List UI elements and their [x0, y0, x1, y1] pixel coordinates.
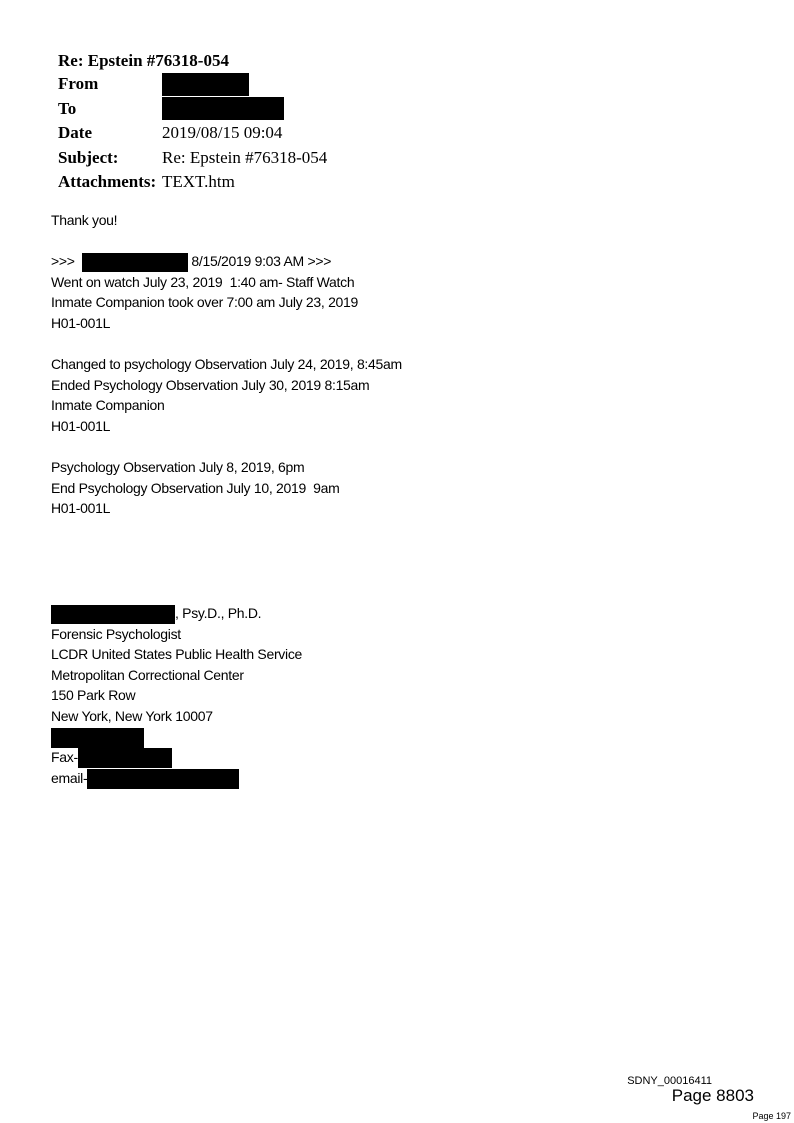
signature-rank: LCDR United States Public Health Service	[51, 646, 303, 663]
date-row	[58, 121, 327, 146]
from-redaction	[162, 73, 249, 96]
body-line: Psychology Observation July 8, 2019, 6pm	[51, 459, 305, 476]
body-line: End Psychology Observation July 10, 2019 9am	[51, 479, 340, 496]
name-redaction	[51, 605, 175, 624]
body-line: Inmate Companion took over 7:00 am July 23, 2019	[51, 294, 359, 311]
signature-address: 150 Park Row	[51, 687, 136, 704]
from-label: From	[58, 74, 99, 94]
signature-city: New York, New York 10007	[51, 707, 213, 724]
credentials: , Psy.D., Ph.D.	[175, 605, 262, 621]
subject-value: Re: Epstein #76318-054	[162, 147, 328, 167]
to-redaction	[162, 97, 284, 120]
date-label: Date	[58, 123, 92, 143]
page-number: Page 8803	[671, 1086, 754, 1105]
signature-org: Metropolitan Correctional Center	[51, 666, 244, 683]
email-label: email-	[51, 769, 88, 786]
subject-label: Subject:	[58, 147, 119, 167]
quote-header	[51, 251, 402, 272]
body-line: Inmate Companion	[51, 397, 165, 414]
attachments-label: Attachments:	[58, 172, 157, 192]
body-line: H01-001L	[51, 314, 111, 331]
body-line: H01-001L	[51, 417, 111, 434]
subject-row	[58, 146, 327, 171]
signature-block	[51, 603, 302, 788]
email-line	[51, 768, 302, 789]
signature-title: Forensic Psychologist	[51, 625, 181, 642]
date-value: 2019/08/15 09:04	[162, 123, 283, 143]
sender-redaction	[82, 253, 188, 272]
attachments-row	[58, 170, 327, 195]
greeting: Thank you!	[51, 212, 118, 228]
signature-name-line	[51, 603, 302, 624]
fax-label: Fax-	[51, 749, 78, 766]
email-redaction	[87, 769, 239, 789]
from-row	[58, 72, 327, 97]
to-label: To	[58, 98, 77, 118]
email-title: Re: Epstein #76318-054	[58, 51, 229, 70]
phone-line	[51, 727, 302, 748]
fax-line	[51, 747, 302, 768]
bates-number: SDNY_00016411	[627, 1075, 712, 1087]
quote-suffix: 8/15/2019 9:03 AM >>>	[191, 253, 332, 270]
body-line: Went on watch July 23, 2019 1:40 am- Staff Watch	[51, 273, 355, 290]
quote-prefix: >>>	[51, 253, 75, 270]
phone-redaction	[51, 728, 144, 748]
email-header	[58, 50, 327, 195]
body-line: Changed to psychology Observation July 24, 2019, 8:45am	[51, 356, 402, 373]
email-body	[51, 210, 402, 519]
to-row	[58, 97, 327, 122]
body-line: H01-001L	[51, 500, 111, 517]
small-page-number: Page 197	[752, 1111, 791, 1121]
fax-redaction	[78, 748, 172, 768]
body-line: Ended Psychology Observation July 30, 2019 8:15am	[51, 376, 370, 393]
attachments-value: TEXT.htm	[162, 172, 235, 192]
